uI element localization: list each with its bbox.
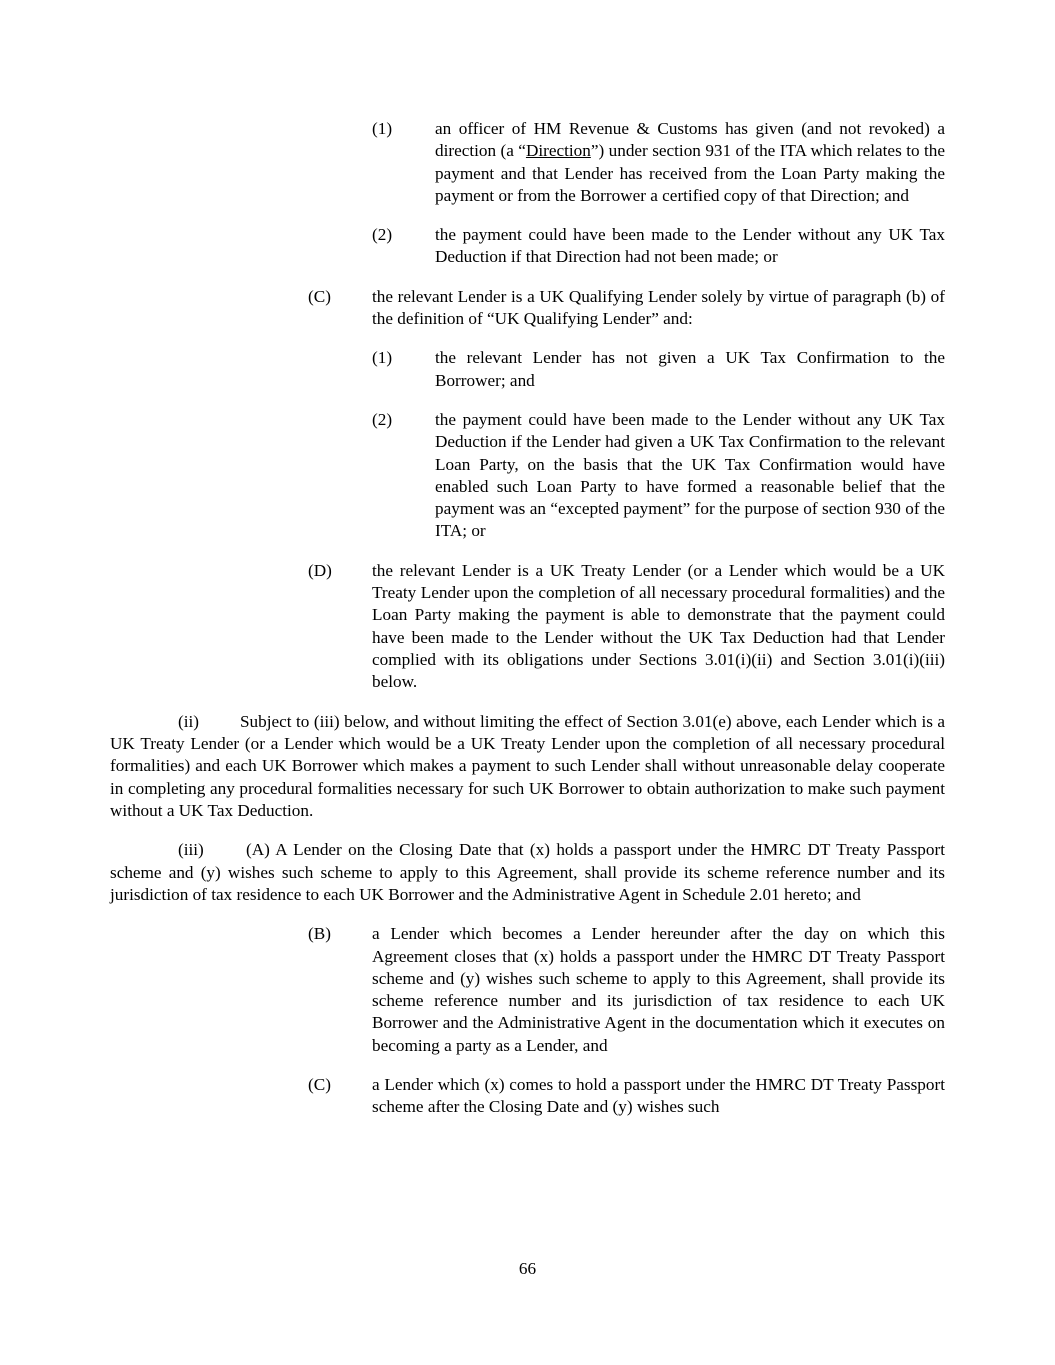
clause-marker: (C) [308, 286, 331, 306]
clause-b-new-lender-passport [308, 923, 945, 1057]
clause-d-uk-treaty-lender [308, 560, 945, 694]
clause-marker: (2) [372, 409, 393, 429]
clause-text: the relevant Lender has not given a UK Tax Confirmation to the Borrower; and [435, 348, 945, 390]
clause-text: the relevant Lender is a UK Treaty Lender (or a Lender which would be a UK Treaty Lender upon the completion of all necessary procedural formalities) and the Loan Party making the payment is able to demonstrate that the payment could have been made to the Lender without the UK Tax Deduction had that Lender complied with its obligations under Sections 3.01(i)(ii) and Section 3.01(i)(iii) below. [372, 560, 945, 692]
clause-marker: (B) [308, 924, 331, 944]
clause-marker: (1) [372, 348, 393, 368]
defined-term-direction: Direction [525, 141, 591, 161]
paragraph-marker: (ii) [178, 711, 199, 731]
document-body [110, 118, 945, 1119]
clause-c-uk-qualifying-lender [308, 286, 945, 331]
paragraph-text: (A) A Lender on the Closing Date that (x) holds a passport under the HMRC DT Treaty Passport scheme and (y) wishes such scheme to apply to this Agreement, shall provide its scheme reference number and its jurisdiction of tax residence to each UK Borrower and the Administrative Agent in Schedule 2.01 hereto; and [110, 840, 945, 904]
clause-text: the payment could have been made to the Lender without any UK Tax Deduction if the Lender had given a UK Tax Confirmation to the relevant Loan Party, on the basis that the UK Tax Confirmation would have enabled such Loan Party to have formed a reasonable belief that the payment was an “excepted payment” for the purpose of section 930 of the ITA; or [435, 409, 945, 541]
clause-2-excepted-payment [372, 409, 945, 543]
paragraph-marker: (iii) [178, 840, 204, 860]
clause-1-officer [372, 118, 945, 207]
clause-text: an officer of HM Revenue & Customs has given (and not revoked) a direction (a “Direction”) under section 931 of the ITA which relates to the payment and that Lender has received from the Loan Party making the payment or from the Borrower a certified copy of that Direction; and [435, 119, 945, 205]
clause-text: the relevant Lender is a UK Qualifying Lender solely by virtue of paragraph (b) of the definition of “UK Qualifying Lender” and: [372, 286, 945, 329]
clause-2-payment-without-deduction [372, 224, 945, 269]
paragraph-iii [110, 839, 945, 906]
clause-marker: (1) [372, 119, 393, 138]
clause-c-lender-comes-to-hold-passport [308, 1074, 945, 1119]
paragraph-text: Subject to (iii) below, and without limiting the effect of Section 3.01(e) above, each Lender which is a UK Treaty Lender (or a Lender which would be a UK Treaty Lender upon the completion of all necessary procedural formalities) and each UK Borrower which makes a payment to such Lender shall without unreasonable delay cooperate in completing any procedural formalities necessary for such UK Borrower to obtain authorization to make such payment without a UK Tax Deduction. [110, 711, 945, 820]
clause-text: a Lender which becomes a Lender hereunder after the day on which this Agreement closes that (x) holds a passport under the HMRC DT Treaty Passport scheme and (y) wishes such scheme to apply to this Agreement, shall provide its scheme reference number and its jurisdiction of tax residence to each UK Borrower and the Administrative Agent in the documentation which it executes on becoming a party as a Lender, and [372, 924, 945, 1055]
clause-1-no-uk-tax-confirmation [372, 347, 945, 392]
paragraph-ii [110, 711, 945, 822]
clause-marker: (D) [308, 560, 332, 580]
clause-marker: (C) [308, 1075, 331, 1095]
clause-text: the payment could have been made to the Lender without any UK Tax Deduction if that Direction had not been made; or [435, 225, 945, 267]
clause-text: a Lender which (x) comes to hold a passport under the HMRC DT Treaty Passport scheme after the Closing Date and (y) wishes such [372, 1075, 945, 1117]
page-number: 66 [518, 1259, 537, 1278]
clause-marker: (2) [372, 225, 393, 245]
